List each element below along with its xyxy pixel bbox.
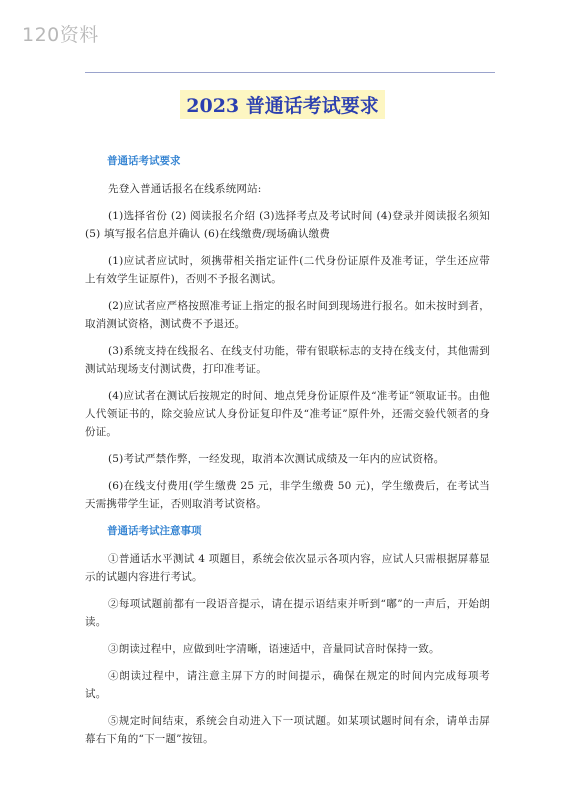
section-heading: 普通话考试要求 (107, 155, 181, 167)
watermark-logo: 120资料 (22, 24, 99, 46)
header-divider (85, 72, 495, 73)
section-requirements (85, 152, 490, 513)
paragraph: (4)应试者在测试后按规定的时间、地点凭身份证原件及“准考证”领取证书。由他人代领证书的，除交验应试人身份证复印件及“准考证”原件外，还需交验代领者的身份证。 (85, 390, 490, 438)
paragraph: ②每项试题前都有一段语音提示，请在提示语结束并听到“嘟”的一声后，开始朗读。 (85, 598, 490, 628)
paragraph: (5)考试严禁作弊，一经发现，取消本次测试成绩及一年内的应试资格。 (108, 453, 445, 465)
paragraph: ⑤规定时间结束，系统会自动进入下一项试题。如某项试题时间有余，请单击屏幕右下角的“下一题”按钮。 (85, 715, 490, 745)
section-notes (85, 522, 490, 748)
document-body (85, 152, 490, 757)
paragraph: (1)选择省份 (2) 阅读报名介绍 (3)选择考点及考试时间 (4)登录并阅读报名须知 (5) 填写报名信息并确认 (6)在线缴费/现场确认缴费 (85, 210, 490, 240)
document-title: 2023 普通话考试要求 (180, 90, 385, 119)
paragraph: ③朗读过程中，应做到吐字清晰，语速适中，音量同试音时保持一致。 (108, 643, 440, 655)
paragraph: (2)应试者应严格按照准考证上指定的报名时间到现场进行报名。如未按时到者，取消测试资格，测试费不予退还。 (85, 300, 490, 330)
paragraph: ①普通话水平测试 4 项题目，系统会依次显示各项内容，应试人只需根据屏幕显示的试题内容进行考试。 (85, 553, 490, 583)
paragraph: (3)系统支持在线报名、在线支付功能，带有银联标志的支持在线支付，其他需到测试站现场支付测试费，打印准考证。 (85, 345, 490, 375)
paragraph: (6)在线支付费用(学生缴费 25 元，非学生缴费 50 元)，学生缴费后，在考试当天需携带学生证，否则取消考试资格。 (85, 480, 490, 510)
paragraph: (1)应试者应试时，须携带相关指定证件(二代身份证原件及准考证，学生还应带上有效学生证原件)，否则不予报名测试。 (85, 255, 490, 285)
title-container (0, 90, 565, 119)
section-heading: 普通话考试注意事项 (107, 525, 202, 537)
paragraph: ④朗读过程中，请注意主屏下方的时间提示，确保在规定的时间内完成每项考试。 (85, 670, 490, 700)
paragraph: 先登入普通话报名在线系统网站: (108, 183, 262, 195)
